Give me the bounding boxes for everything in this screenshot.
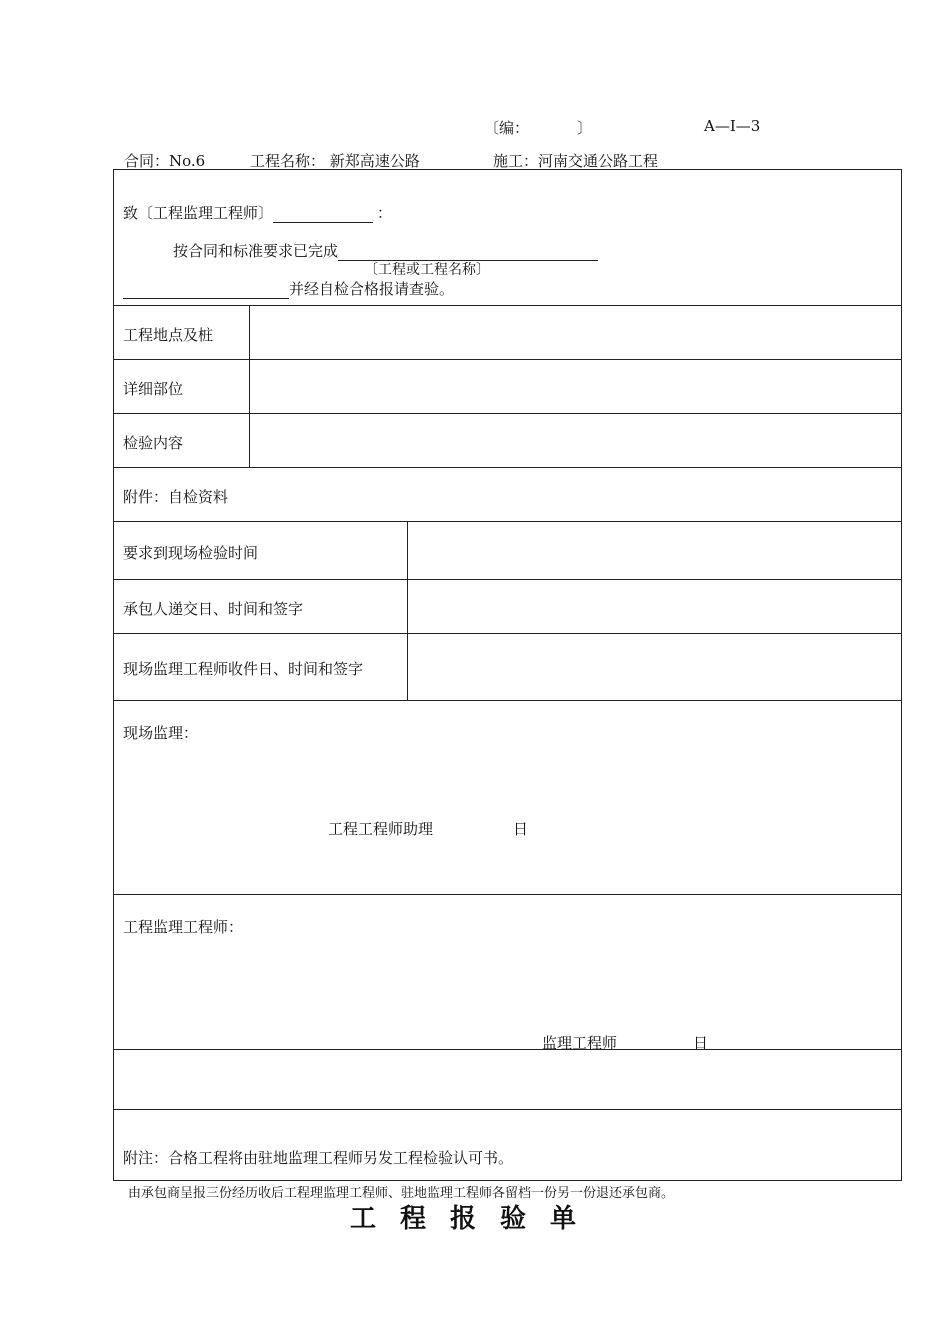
site-time-label: 要求到现场检验时间 xyxy=(123,544,259,562)
form-title: 工程报验单 xyxy=(349,1204,600,1234)
assistant-engineer-label: 工程工程师助理 xyxy=(328,820,434,838)
note-text: 附注：合格工程将由驻地监理工程师另发工程检验认可书。 xyxy=(123,1149,514,1167)
addressee-prefix: 致〔工程监理工程师〕 xyxy=(123,204,274,222)
self-check-line xyxy=(123,278,454,299)
location-label: 工程地点及桩 xyxy=(123,326,214,344)
detail-part-field[interactable] xyxy=(250,360,902,413)
form-code: A—Ⅰ—3 xyxy=(704,117,761,135)
inspection-form-table xyxy=(113,169,902,1181)
completion-prefix: 按合同和标准要求已完成 xyxy=(173,242,339,260)
footnote-text: 由承包商呈报三份经历收后工程理监理工程师、驻地监理工程师各留档一份另一份退还承包商。 xyxy=(128,1186,675,1201)
project-hint: 〔工程或工程名称〕 xyxy=(364,262,490,278)
engineer-date-label: 日 xyxy=(693,1034,709,1052)
supervisor-receive-field[interactable] xyxy=(408,634,902,700)
attachment-label: 附件：自检资料 xyxy=(123,488,229,506)
inspection-content-label: 检验内容 xyxy=(123,434,184,452)
completion-line xyxy=(173,240,598,261)
engineer-label: 工程监理工程师： xyxy=(123,918,244,936)
site-supervision-label: 现场监理： xyxy=(123,724,199,742)
addressee-line xyxy=(123,202,392,223)
addressee-blank[interactable] xyxy=(273,204,373,223)
location-field[interactable] xyxy=(250,306,902,359)
assistant-date-label: 日 xyxy=(513,820,529,838)
contractor-submit-label: 承包人递交日、时间和签字 xyxy=(123,600,304,618)
serial-close-label: 〕 xyxy=(577,119,593,137)
contractor-name: 施工：河南交通公路工程 xyxy=(493,152,659,170)
contract-no: 合同：No.6 xyxy=(124,152,206,170)
blank-row[interactable] xyxy=(115,1050,902,1109)
self-check-blank[interactable] xyxy=(123,280,289,299)
engineer-signer-label: 监理工程师 xyxy=(542,1034,618,1052)
serial-open-label: 〔编： xyxy=(484,119,530,137)
contractor-submit-field[interactable] xyxy=(408,580,902,633)
supervisor-receive-label: 现场监理工程师收件日、时间和签字 xyxy=(123,660,364,678)
site-time-field[interactable] xyxy=(408,522,902,579)
detail-part-label: 详细部位 xyxy=(123,380,184,398)
self-check-suffix: 并经自检合格报请查验。 xyxy=(289,280,455,298)
project-name: 工程名称： 新郑高速公路 xyxy=(250,152,420,170)
inspection-content-field[interactable] xyxy=(250,414,902,467)
addressee-suffix: ： xyxy=(377,204,393,222)
